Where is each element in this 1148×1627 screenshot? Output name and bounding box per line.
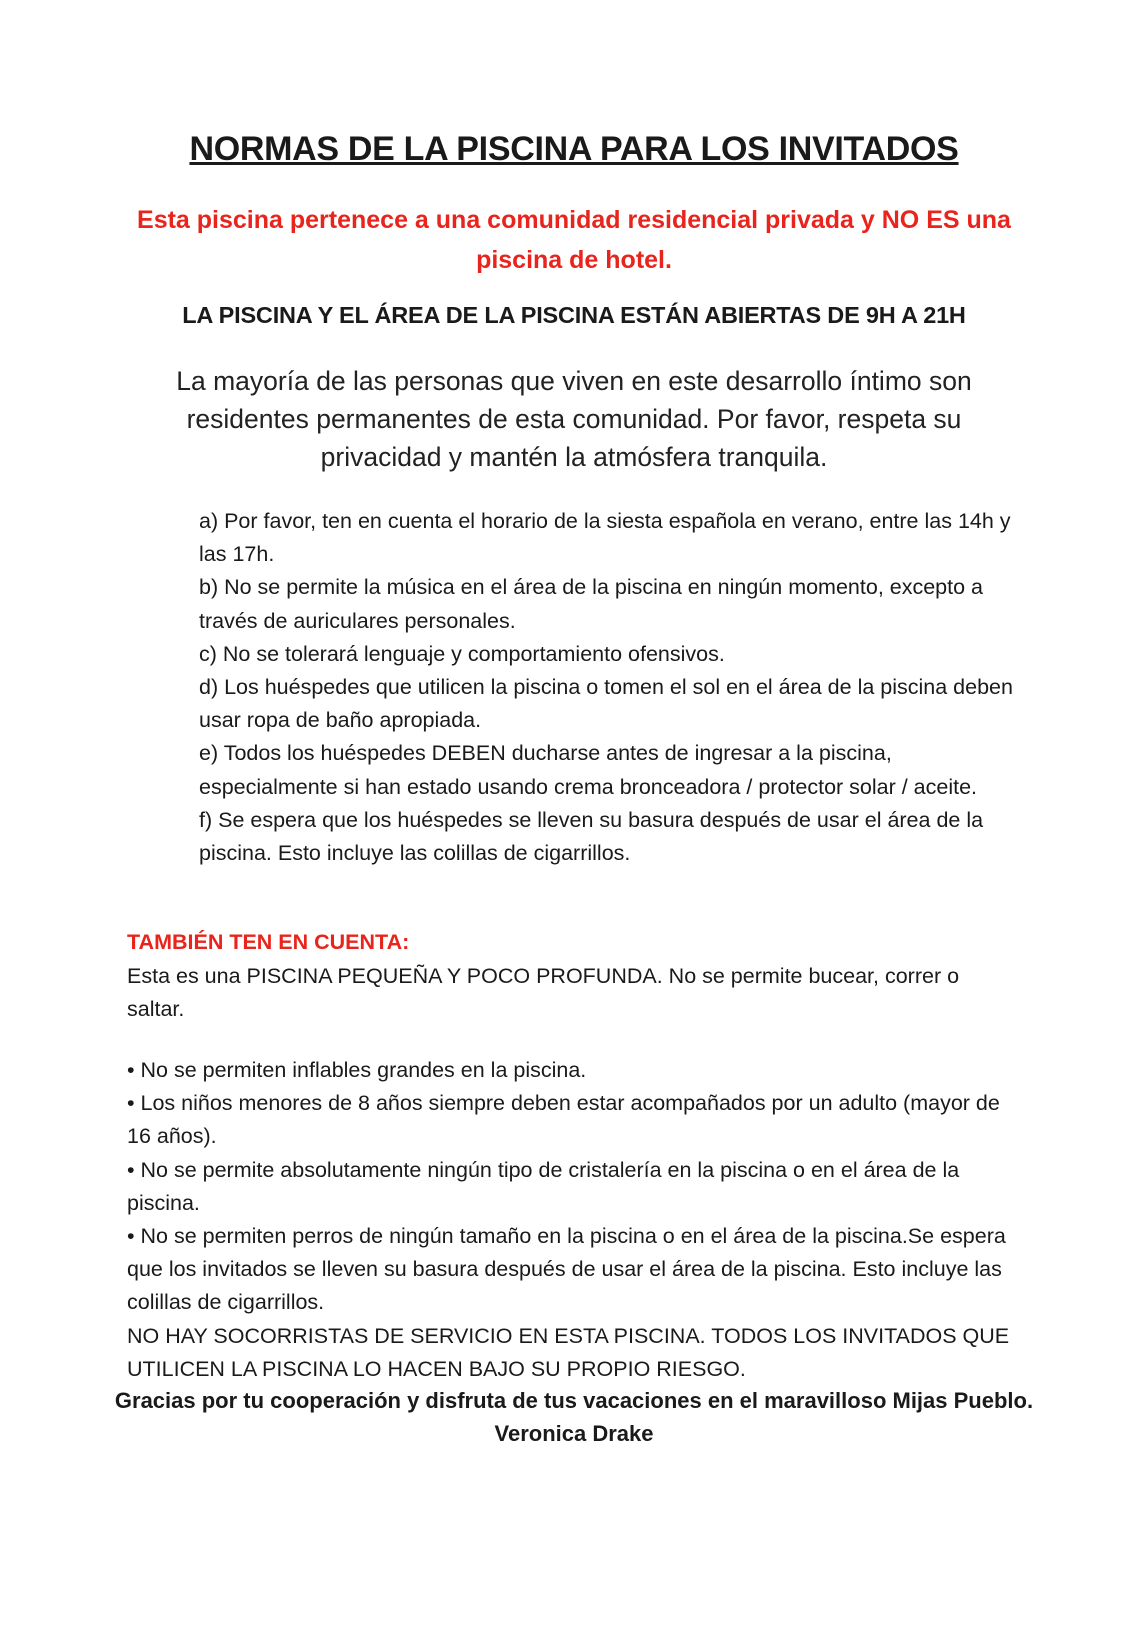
private-community-warning: Esta piscina pertenece a una comunidad residencial privada y NO ES una piscina de hotel. <box>137 206 1011 274</box>
bullet-item: • No se permiten perros de ningún tamaño en la piscina o en el área de la piscina.Se espera que los invitados se lleven su basura después de usar el área de la piscina. Esto incluye las colillas de cigarrillos. <box>127 1224 1006 1315</box>
rule-item: b) No se permite la música en el área de la piscina en ningún momento, excepto a través de auriculares personales. <box>199 575 983 633</box>
thanks-signature: Gracias por tu cooperación y disfruta de tus vacaciones en el maravilloso Mijas Pueblo. Veronica Drake <box>114 1388 1034 1446</box>
rule-item: a) Por favor, ten en cuenta el horario de la siesta española en verano, entre las 14h y las 17h. <box>199 509 1011 567</box>
rules-list <box>199 505 1019 870</box>
no-lifeguard-notice: NO HAY SOCORRISTAS DE SERVICIO EN ESTA PISCINA. TODOS LOS INVITADOS QUE UTILICEN LA PISCINA LO HACEN BAJO SU PROPIO RIESGO. <box>127 1324 1010 1382</box>
rule-item: f) Se espera que los huéspedes se lleven su basura después de usar el área de la piscina. Esto incluye las colillas de cigarrillos. <box>199 807 984 866</box>
bullet-list <box>127 1054 1007 1320</box>
bullet-item: • No se permite absolutamente ningún tipo de cristalería en la piscina o en el área de la piscina. <box>127 1157 960 1215</box>
opening-hours: LA PISCINA Y EL ÁREA DE LA PISCINA ESTÁN ABIERTAS DE 9H A 21H <box>182 302 966 328</box>
note-heading: TAMBIÉN TEN EN CUENTA: <box>127 930 410 954</box>
intro-paragraph: La mayoría de las personas que viven en este desarrollo íntimo son residentes permanentes de esta comunidad. Por favor, respeta su privacidad y mantén la atmósfera tranquila. <box>176 366 972 472</box>
rule-item: c) No se tolerará lenguaje y comportamiento ofensivos. <box>199 641 725 666</box>
rule-item: d) Los huéspedes que utilicen la piscina o tomen el sol en el área de la piscina deben usar ropa de baño apropiada. <box>199 675 1013 733</box>
bullet-item: • No se permiten inflables grandes en la piscina. <box>127 1058 587 1082</box>
page-title: NORMAS DE LA PISCINA PARA LOS INVITADOS <box>189 130 959 168</box>
rule-item: e) Todos los huéspedes DEBEN ducharse antes de ingresar a la piscina, especialmente si han estado usando crema bronceadora / protector solar / aceite. <box>199 741 978 799</box>
note-body: Esta es una PISCINA PEQUEÑA Y POCO PROFUNDA. No se permite bucear, correr o saltar. <box>127 964 960 1022</box>
bullet-item: • Los niños menores de 8 años siempre deben estar acompañados por un adulto (mayor de 16 años). <box>127 1091 1000 1149</box>
